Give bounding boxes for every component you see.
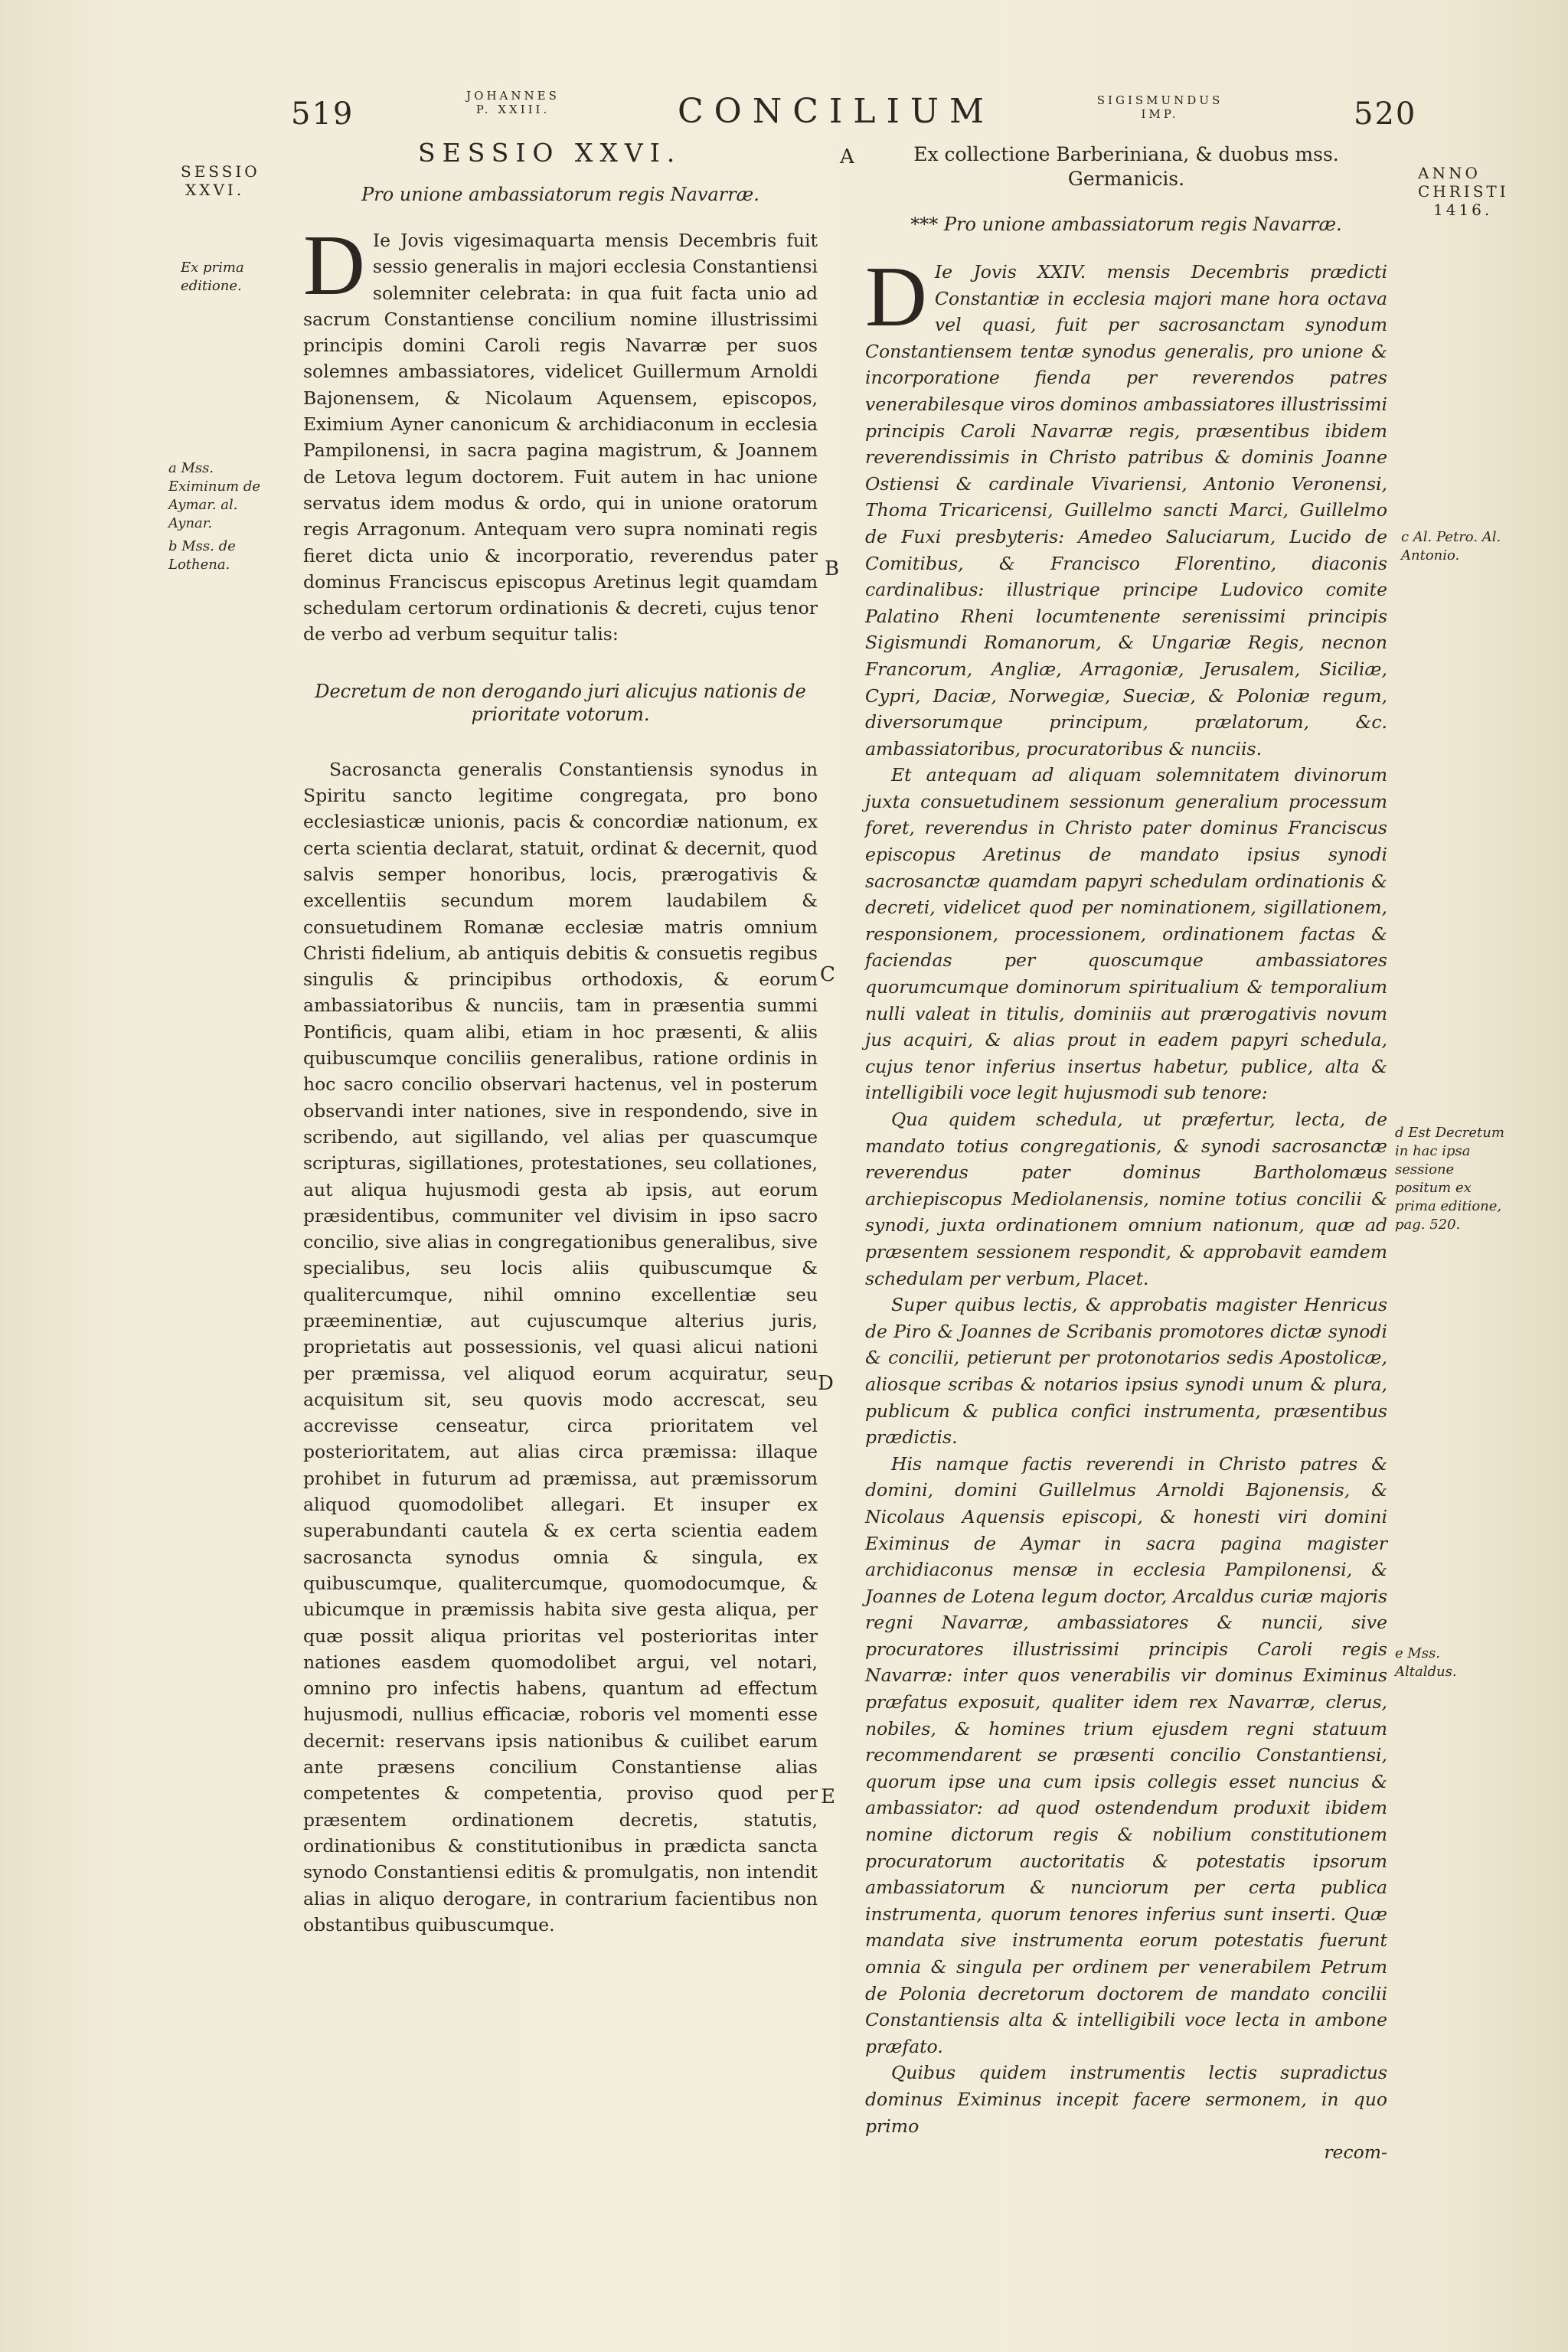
catchword: recom- bbox=[1324, 2141, 1387, 2164]
gutter-letter-a: A bbox=[840, 145, 854, 168]
margin-anno-line2: CHRISTI bbox=[1418, 182, 1509, 201]
running-head-left-line1: JOHANNES bbox=[466, 89, 560, 103]
running-head-right-line1: SIGISMUNDUS bbox=[1096, 93, 1223, 107]
decree-title: Decretum de non derogando juri alicujus nationis de prioritate votorum. bbox=[315, 680, 806, 725]
right-paragraph-4: Super quibus lectis, & approbatis magister Henricus de Piro & Joannes de Scribanis promotores dictæ synodi & concilii, petierunt per protonotarios sedis Apostolicæ, aliosque scribas & notarios ipsius synodi unum & plura, publicum & publica confici instrumenta, præsentibus prædictis. bbox=[865, 1294, 1387, 1449]
margin-anno-line3: 1416. bbox=[1433, 201, 1493, 219]
left-paragraph-2-text: Sacrosancta generalis Constantiensis synodus in Spiritu sancto legitime congregata, pro bono ecclesiasticæ unionis, pacis & concordiæ nationum, ex certa scientia declarat, statuit, ordinat & decernit, quod salvis semper honoribus, locis, prærogativis & excellentiis secundum morem laudabilem & consuetudinem Romanæ ecclesiæ matris omnium Christi fidelium, ab antiquis debitis & consuetis regibus singulis & principibus orthodoxis, & eorum ambassiatoribus & nunciis, tam in præsentia summi Pontificis, quam alibi, etiam in hoc præsenti, & aliis quibuscumque conciliis generalibus, ratione ordinis in hoc sacro concilio observari hactenus, vel in posterum observandi inter nationes, sive in respondendo, sive in scribendo, aut sigillando, vel alias per quascumque scripturas, sigillationes, protestationes, seu collationes, aut aliqua hujusmodi gesta ab ipsis, aut eorum præsidentibus, communiter vel divisim in ipso sacro concilio, sive alias in congregationibus generalibus, sive specialibus, seu locis aliis quibuscumque & qualitercumque, nihil omnino excellentiæ seu præeminentiæ, aut cujuscumque alterius juris, proprietatis aut possessionis, vel quasi alicui nationi per præmissa, vel aliquod eorum acquiratur, seu acquisitum sit, seu quovis modo accrescat, seu accrevisse censeatur, circa prioritatem vel posterioritatem, aut alias circa præmissa: illaque prohibet in futurum ad præmissa, aut præmissorum aliquod quomodolibet allegari. Et insuper ex superabundanti cautela & ex certa scientia eadem sacrosancta synodus omnia & singula, ex quibuscumque, qualitercumque, quomodocumque, & ubicumque in præmissis habita sive gesta aliqua, per quæ possit aliqua prioritas vel posterioritas inter nationes easdem quomodolibet argui, vel notari, omnino pro infectis habens, quantum ad effectum hujusmodi, nullius efficaciæ, roboris vel momenti esse decernit: reservans ipsis nationibus & cuilibet earum ante præsens concilium Constantiense alias competentes & competentia, proviso quod per præsentem ordinationem decretis, statutis, ordinationibus & constitutionibus in prædicta sancta synodo Constantiensi editis & promulgatis, non intendit alias in aliquo derogare, in contrarium facientibus non obstantibus quibuscumque. bbox=[303, 758, 818, 1936]
page-number-left: 519 bbox=[291, 96, 354, 132]
margin-sessio-line2: XXVI. bbox=[185, 181, 245, 199]
right-subtitle: *** Pro unione ambassiatorum regis Navarræ. bbox=[910, 214, 1342, 235]
left-paragraph-1 bbox=[303, 218, 818, 648]
margin-sessio bbox=[181, 162, 288, 199]
right-paragraph-6: Quibus quidem instrumentis lectis supradictus dominus Eximinus incepit facere sermonem, in quo primo bbox=[865, 2062, 1387, 2137]
margin-note-a: a Mss. Eximinum de Aymar. al. Aynar. bbox=[168, 460, 261, 531]
gutter-letter-c: C bbox=[820, 963, 835, 986]
left-paragraph-1-text: Ie Jovis vigesimaquarta mensis Decembris fuit sessio generalis in majori ecclesia Constantiensi solemniter celebrata: in qua fuit facta unio ad sacrum Constantiense concilium nomine illustrissimi principis domini Caroli regis Navarræ per suos solemnes ambassiatores, videlicet Guillermum Arnoldi Bajonensem, & Nicolaum Aquensem, episcopos, Eximium Ayner canonicum & archidiaconum in ecclesia Pampilonensi, in sacra pagina magistrum, & Joannem de Letova legum doctorem. Fuit autem in hac unione servatus idem modus & ordo, qui in unione oratorum regis Arragonum. Antequam vero supra nominati regis fieret dicta unio & incorporatio, reverendus pater dominus Franciscus episcopus Aretinus legit quamdam schedulam certorum ordinationis & decreti, cujus tenor de verbo ad verbum sequitur talis: bbox=[303, 230, 818, 645]
gutter-letter-d: D bbox=[818, 1372, 834, 1395]
left-dropcap: D bbox=[303, 218, 365, 313]
gutter-letter-e: E bbox=[821, 1785, 835, 1808]
left-column bbox=[303, 138, 818, 1938]
running-head-right-line2: IMP. bbox=[1141, 107, 1179, 121]
margin-note-e: e Mss. Altaldus. bbox=[1395, 1645, 1457, 1680]
margin-note-c: c Al. Petro. Al. Antonio. bbox=[1401, 529, 1501, 564]
margin-sessio-line1: SESSIO bbox=[181, 162, 260, 181]
right-paragraph-5: His namque factis reverendi in Christo patres & domini, domini Guillelmus Arnoldi Bajonensis, & Nicolaus Aquensis episcopi, & honesti viri domini Eximinus de Aymar in sacra pagina magister archidiaconus mensæ in ecclesia Pampilonensi, & Joannes de Lotena legum doctor, Arcaldus curiæ majoris regni Navarræ, ambassiatores & nuncii, sive procuratores illustrissimi principis Caroli regis Navarræ: inter quos venerabilis vir dominus Eximinus præfatus exposuit, qualiter idem rex Navarræ, clerus, nobiles, & homines trium ejusdem regni statuum recommendarent se præsenti concilio Constantiensi, quorum ipse una cum ipsis collegis esset nuncius & ambassiator: ad quod ostendendum produxit ibidem nomine dictorum regis & nobilium constitutionem procuratorum auctoritatis & potestatis ipsorum ambassiatorum & nunciorum per certa publica instrumenta, quorum tenores inferius sunt inserti. Quæ mandata sive instrumenta eorum potestatis fuerunt omnia & singula per ordinem per venerabilem Petrum de Polonia decretorum doctorem de mandato concilii Constantiensis alta & intelligibili voce lecta in ambone præfato. bbox=[865, 1452, 1387, 2057]
margin-anno bbox=[1418, 164, 1517, 219]
margin-note-d: d Est Decretum in hac ipsa sessione positum ex prima editione, pag. 520. bbox=[1395, 1125, 1504, 1233]
page-number-right: 520 bbox=[1354, 96, 1417, 132]
running-head-right bbox=[1068, 93, 1252, 121]
running-head-left-line2: P. XXIII. bbox=[475, 103, 550, 116]
source-note: Ex collectione Barberiniana, & duobus mss. Germanicis. bbox=[913, 143, 1339, 190]
margin-note-edition: Ex prima editione. bbox=[181, 260, 244, 294]
right-paragraph-1 bbox=[865, 250, 1387, 762]
right-column bbox=[865, 142, 1387, 2165]
running-head-left bbox=[452, 89, 574, 116]
right-paragraphs bbox=[865, 762, 1387, 2139]
session-heading: SESSIO XXVI. bbox=[418, 138, 682, 168]
margin-anno-line1: ANNO bbox=[1418, 164, 1481, 182]
left-paragraph-2 bbox=[303, 756, 818, 1938]
right-dropcap: D bbox=[865, 250, 927, 345]
running-title: CONCILIUM bbox=[678, 92, 995, 131]
right-paragraph-1-text: Ie Jovis XXIV. mensis Decembris prædicti Constantiæ in ecclesia majori mane hora octava vel quasi, fuit per sacrosanctam synodum Constantiensem tentæ synodus generalis, pro unione & incorporatione fienda per reverendos patres venerabilesque viros dominos ambassiatores illustrissimi principis Caroli Navarræ regis, præsentibus ibidem reverendissimis in Christo patribus & dominis Joanne Ostiensi & cardinale Vivariensi, Antonio Veronensi, Thoma Tricaricensi, Guillelmo sancti Marci, Guillelmo de Fuxi presbyteris: Amedeo Saluciarum, Lucido de Comitibus, & Francisco Florentino, diaconis cardinalibus: illustrique principe Ludovico comite Palatino Rheni locumtenente serenissimi principis Sigismundi Romanorum, & Ungariæ Regis, necnon Francorum, Angliæ, Arragoniæ, Jerusalem, Siciliæ, Cypri, Daciæ, Norwegiæ, Sueciæ, & Poloniæ regum, diversorumque principum, prælatorum, &c. ambassiatoribus, procuratoribus & nunciis. bbox=[865, 261, 1387, 760]
margin-note-b: b Mss. de Lothena. bbox=[168, 538, 236, 573]
left-subtitle: Pro unione ambassiatorum regis Navarræ. bbox=[361, 184, 760, 205]
right-paragraph-3: Qua quidem schedula, ut præfertur, lecta, de mandato totius congregationis, & synodi sacrosanctæ reverendus pater dominus Bartholomæus archiepiscopus Mediolanensis, nomine totius concilii & synodi, juxta ordinationem omnium nationum, quæ ad præsentem sessionem respondit, & approbavit eamdem schedulam per verbum, Placet. bbox=[865, 1109, 1387, 1289]
right-paragraph-2: Et antequam ad aliquam solemnitatem divinorum juxta consuetudinem sessionum generalium processum foret, reverendus in Christo pater dominus Franciscus episcopus Aretinus de mandato ipsius synodi sacrosanctæ quamdam papyri schedulam ordinationis & decreti, videlicet quod per nominationem, sigillationem, responsionem, processionem, ordinationem factas & faciendas per quoscumque ambassiatores quorumcumque dominorum spiritualium & temporalium nulli valeat in titulis, dominiis aut prærogativis novum jus acquiri, & alias prout in eadem papyri schedula, cujus tenor inferius insertus habetur, publice, alta & intelligibili voce legit hujusmodi sub tenore: bbox=[865, 764, 1387, 1104]
gutter-letter-b: B bbox=[825, 557, 840, 580]
